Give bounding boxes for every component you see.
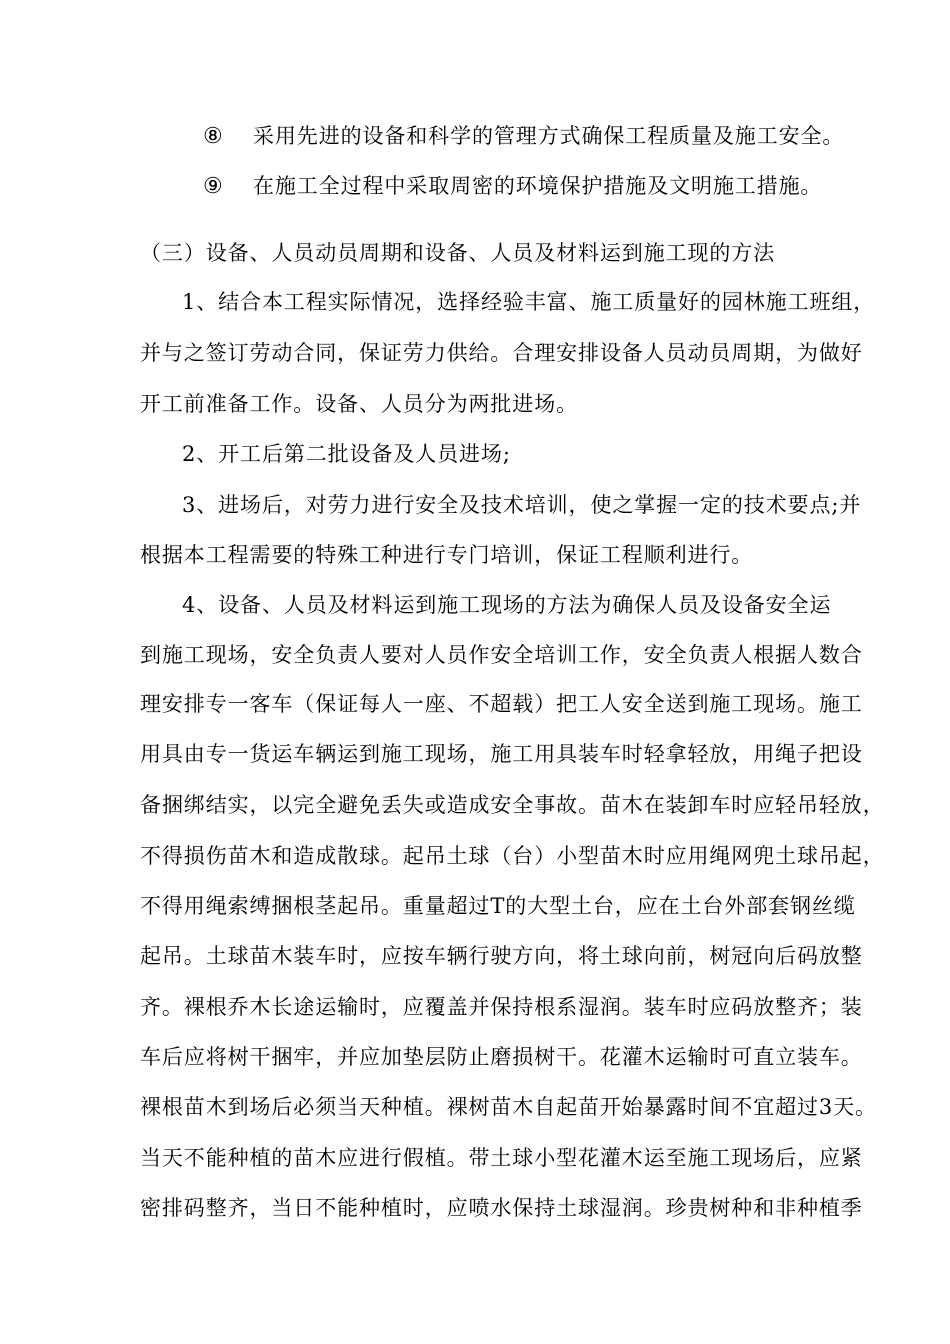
enumerated-item	[203, 171, 822, 202]
paragraph-line: 不得用绳索缚捆根茎起吊。重量超过T的大型土台，应在土台外部套钢丝缆	[140, 894, 856, 918]
paragraph-line: 根据本工程需要的特殊工种进行专门培训，保证工程顺利进行。	[140, 543, 754, 567]
enum-marker: ⑨	[203, 174, 224, 199]
paragraph-line: 3、进场后，对劳力进行安全及技术培训，使之掌握一定的技术要点;并	[182, 493, 862, 517]
section-heading: （三）设备、人员动员周期和设备、人员及材料运到施工现的方法	[140, 241, 776, 265]
paragraph-line: 备捆绑结实，以完全避免丢失或造成安全事故。苗木在装卸车时应轻吊轻放，	[140, 793, 885, 817]
item-text: 在施工全过程中采取周密的环境保护措施及文明施工措施。	[253, 174, 823, 198]
enumerated-item	[203, 121, 844, 152]
paragraph-line: 当天不能种植的苗木应进行假植。带土球小型花灌木运至施工现场后，应紧	[140, 1146, 863, 1170]
paragraph-line: 到施工现场，安全负责人要对人员作安全培训工作，安全负责人根据人数合	[140, 643, 863, 667]
paragraph-line: 齐。裸根乔木长途运输时，应覆盖并保持根系湿润。装车时应码放整齐；装	[140, 995, 863, 1019]
paragraph-line: 不得损伤苗木和造成散球。起吊土球（台）小型苗木时应用绳网兜土球吊起，	[140, 844, 885, 868]
paragraph-line: 起吊。土球苗木装车时，应按车辆行驶方向，将土球向前，树冠向后码放整	[140, 944, 863, 968]
paragraph-line: 4、设备、人员及材料运到施工现场的方法为确保人员及设备安全运	[182, 593, 832, 617]
paragraph-line: 理安排专一客车（保证每人一座、不超载）把工人安全送到施工现场。施工	[140, 692, 863, 716]
paragraph-line: 裸根苗木到场后必须当天种植。裸树苗木自起苗开始暴露时间不宜超过3天。	[140, 1095, 877, 1119]
paragraph-line: 并与之签订劳动合同，保证劳力供给。合理安排设备人员动员周期，为做好	[140, 341, 863, 365]
paragraph-line: 1、结合本工程实际情况，选择经验丰富、施工质量好的园林施工班组，	[182, 290, 876, 314]
item-text: 采用先进的设备和科学的管理方式确保工程质量及施工安全。	[253, 124, 845, 148]
paragraph-line: 开工前准备工作。设备、人员分为两批进场。	[140, 392, 578, 416]
paragraph-line: 车后应将树干捆牢，并应加垫层防止磨损树干。花灌木运输时可直立装车。	[140, 1045, 863, 1069]
paragraph-line: 2、开工后第二批设备及人员进场;	[182, 442, 511, 466]
paragraph-line: 用具由专一货运车辆运到施工现场，施工用具装车时轻拿轻放，用绳子把设	[140, 742, 863, 766]
paragraph-line: 密排码整齐，当日不能种植时，应喷水保持土球湿润。珍贵树种和非种植季	[140, 1196, 863, 1220]
enum-marker: ⑧	[203, 124, 224, 149]
